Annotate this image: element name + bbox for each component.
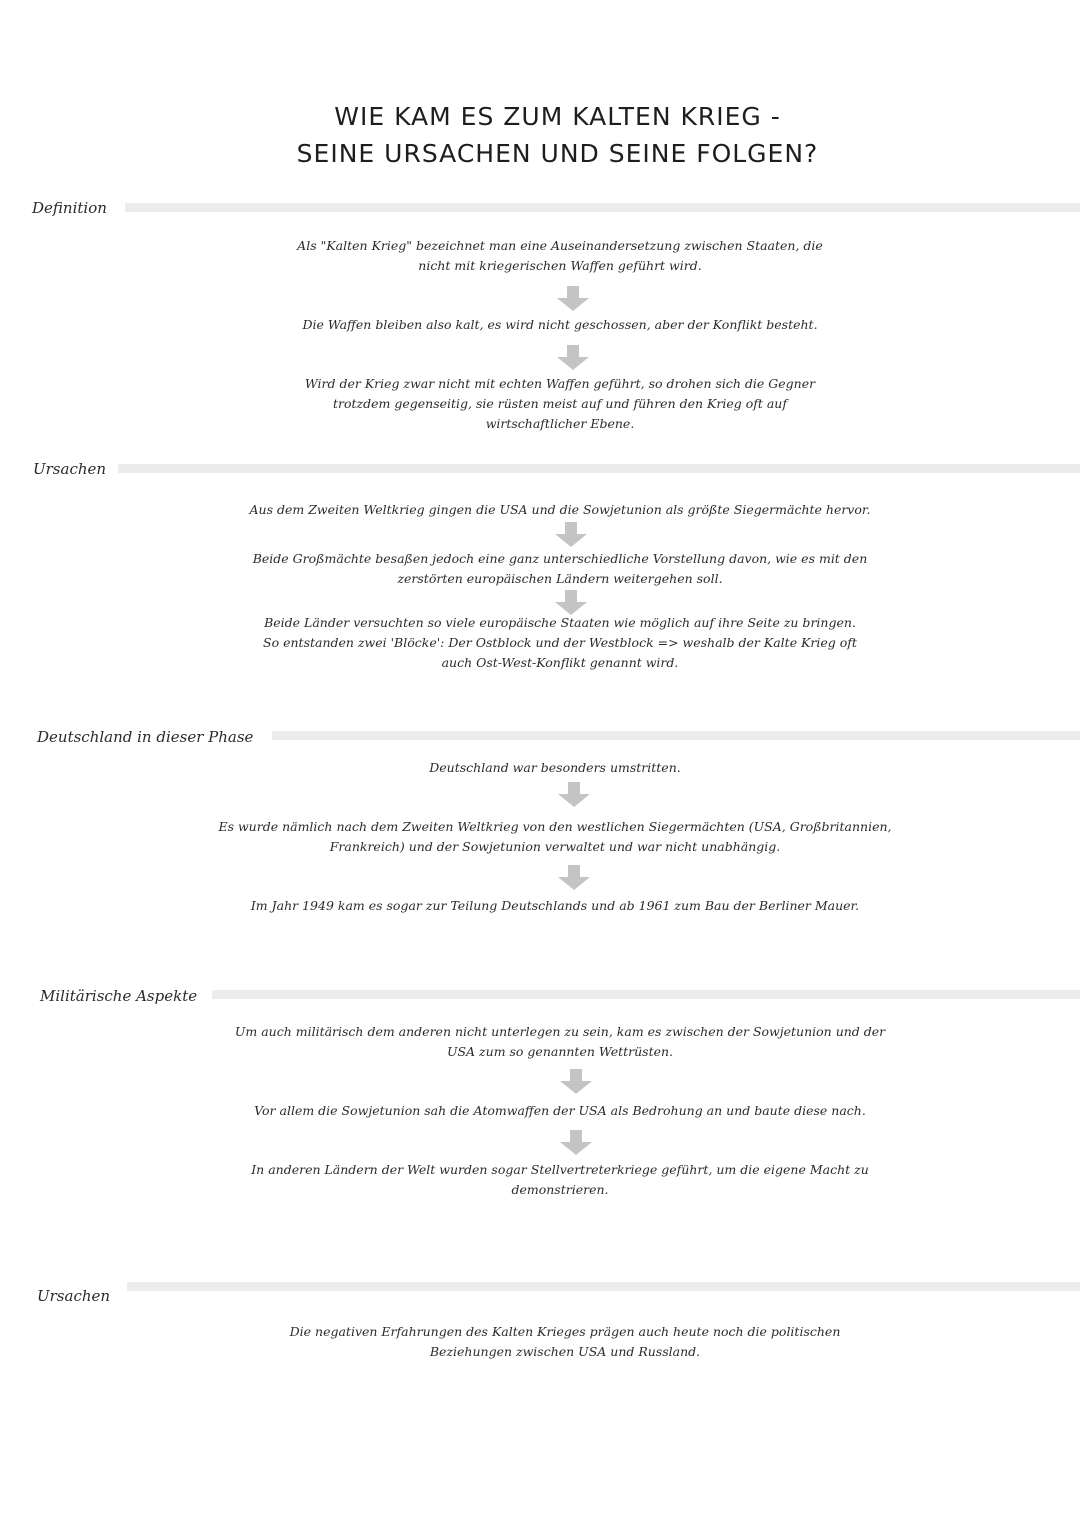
paragraph-line: auch Ost-West-Konflikt genannt wird.	[441, 655, 679, 670]
paragraph	[160, 315, 960, 335]
section-label-ursachen-2: Ursachen	[37, 1287, 111, 1305]
title-line-2: SEINE URSACHEN UND SEINE FOLGEN?	[296, 139, 819, 168]
paragraph-line: USA zum so genannten Wettrüsten.	[446, 1044, 674, 1059]
paragraph-line: Als "Kalten Krieg" bezeichnet man eine Auseinandersetzung zwischen Staaten, die	[297, 238, 823, 253]
arrow-down-icon	[553, 522, 589, 548]
arrow-down-icon	[556, 865, 592, 891]
paragraph	[160, 374, 960, 434]
paragraph-line: Um auch militärisch dem anderen nicht unterlegen zu sein, kam es zwischen der Sowjetunion und der	[234, 1024, 886, 1039]
paragraph	[150, 549, 970, 589]
paragraph	[150, 613, 970, 673]
paragraph-line: trotzdem gegenseitig, sie rüsten meist auf und führen den Krieg oft auf	[332, 396, 787, 411]
page-title	[0, 98, 1080, 172]
paragraph	[160, 1101, 960, 1121]
paragraph-line: Beide Länder versuchten so viele europäische Staaten wie möglich auf ihre Seite zu bringen.	[264, 615, 856, 630]
arrow-down-icon	[556, 782, 592, 808]
section-divider	[125, 203, 1080, 212]
paragraph	[150, 896, 960, 916]
paragraph-line: demonstrieren.	[511, 1182, 609, 1197]
paragraph-line: Deutschland war besonders umstritten.	[429, 760, 681, 775]
paragraph-line: zerstörten europäischen Ländern weitergehen soll.	[397, 571, 723, 586]
paragraph-line: Beide Großmächte besaßen jedoch eine ganz unterschiedliche Vorstellung davon, wie es mit den	[252, 551, 868, 566]
paragraph-line: Im Jahr 1949 kam es sogar zur Teilung Deutschlands und ab 1961 zum Bau der Berliner Mauer.	[250, 898, 860, 913]
section-divider	[127, 1282, 1080, 1291]
arrow-down-icon	[555, 345, 591, 371]
paragraph	[150, 817, 960, 857]
paragraph	[160, 1322, 970, 1362]
paragraph-line: Frankreich) und der Sowjetunion verwaltet und war nicht unabhängig.	[329, 839, 781, 854]
paragraph-line: Wird der Krieg zwar nicht mit echten Waffen geführt, so drohen sich die Gegner	[304, 376, 816, 391]
paragraph-line: nicht mit kriegerischen Waffen geführt wird.	[418, 258, 702, 273]
section-label-ursachen: Ursachen	[33, 460, 107, 478]
section-divider	[212, 990, 1080, 999]
paragraph-line: Die negativen Erfahrungen des Kalten Krieges prägen auch heute noch die politischen	[289, 1324, 841, 1339]
arrow-down-icon	[555, 286, 591, 312]
paragraph	[160, 1160, 960, 1200]
paragraph	[160, 236, 960, 276]
paragraph-line: Aus dem Zweiten Weltkrieg gingen die USA und die Sowjetunion als größte Siegermächte hervor.	[249, 502, 871, 517]
section-label-definition: Definition	[32, 199, 107, 217]
paragraph-line: Es wurde nämlich nach dem Zweiten Weltkrieg von den westlichen Siegermächten (USA, Großbritannien,	[218, 819, 892, 834]
paragraph	[150, 758, 960, 778]
section-divider	[118, 464, 1080, 473]
arrow-down-icon	[558, 1130, 594, 1156]
paragraph-line: In anderen Ländern der Welt wurden sogar Stellvertreterkriege geführt, um die eigene Macht zu	[251, 1162, 869, 1177]
paragraph	[150, 500, 970, 520]
paragraph	[160, 1022, 960, 1062]
section-label-militaerische-aspekte: Militärische Aspekte	[40, 987, 198, 1005]
paragraph-line: So entstanden zwei 'Blöcke': Der Ostblock und der Westblock => weshalb der Kalte Krieg oft	[263, 635, 857, 650]
paragraph-line: Beziehungen zwischen USA und Russland.	[429, 1344, 701, 1359]
section-label-deutschland: Deutschland in dieser Phase	[37, 728, 254, 746]
section-divider	[272, 731, 1080, 740]
paragraph-line: wirtschaftlicher Ebene.	[485, 416, 635, 431]
title-line-1: WIE KAM ES ZUM KALTEN KRIEG -	[334, 102, 781, 131]
paragraph-line: Vor allem die Sowjetunion sah die Atomwaffen der USA als Bedrohung an und baute diese nach.	[254, 1103, 866, 1118]
paragraph-line: Die Waffen bleiben also kalt, es wird nicht geschossen, aber der Konflikt besteht.	[302, 317, 818, 332]
arrow-down-icon	[558, 1069, 594, 1095]
